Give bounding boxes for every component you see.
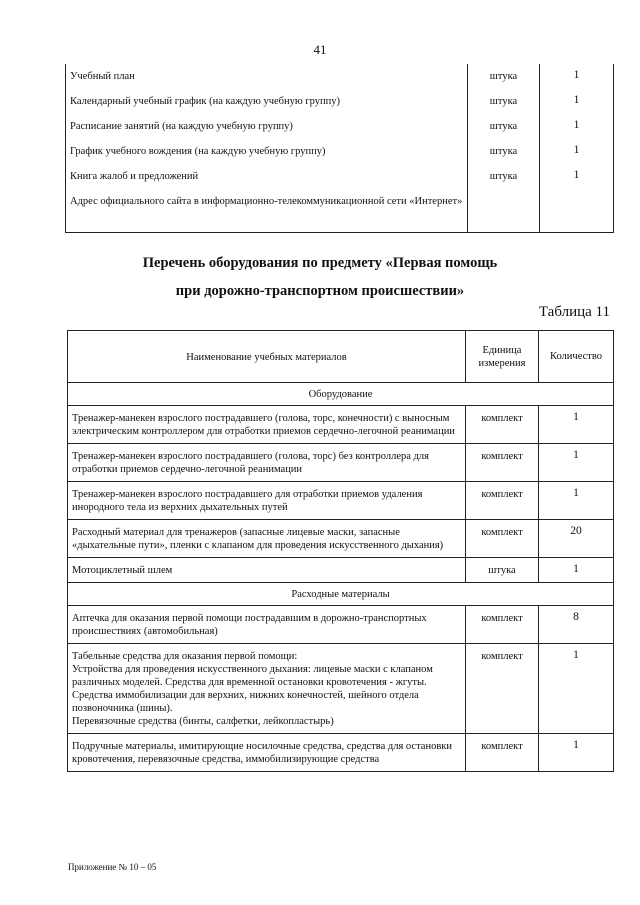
section-label: Расходные материалы [68, 583, 614, 606]
item-name-line: Средства иммобилизации для верхних, нижних конечностей, шейного отдела позвоночника (шины). [72, 690, 419, 714]
item-unit [468, 189, 540, 232]
item-qty: 1 [540, 64, 614, 89]
header-name: Наименование учебных материалов [68, 331, 466, 383]
item-name: Мотоциклетный шлем [68, 558, 466, 583]
item-name: График учебного вождения (на каждую учебную группу) [66, 139, 468, 164]
item-name-line: Перевязочные средства (бинты, салфетки, лейкопластырь) [72, 716, 334, 727]
item-qty: 1 [540, 164, 614, 189]
table-row [66, 64, 614, 89]
item-qty: 1 [540, 89, 614, 114]
footer-note: Приложение № 10 – 05 [68, 862, 157, 872]
equipment-table [67, 330, 614, 772]
item-unit: комплект [466, 444, 539, 482]
table-row [68, 406, 614, 444]
item-unit: комплект [466, 520, 539, 558]
table-row [68, 520, 614, 558]
item-qty [540, 189, 614, 232]
item-unit: штука [468, 114, 540, 139]
item-unit: штука [468, 64, 540, 89]
table-row [68, 606, 614, 644]
table-row [68, 482, 614, 520]
section-title-line-1: Перечень оборудования по предмету «Первая помощь [142, 255, 498, 271]
item-qty: 1 [540, 114, 614, 139]
item-name: Учебный план [66, 64, 468, 89]
item-unit: штука [466, 558, 539, 583]
item-unit: комплект [466, 606, 539, 644]
table-row [68, 644, 614, 734]
item-name-multiline [68, 644, 466, 734]
item-name: Аптечка для оказания первой помощи пострадавшим в дорожно-транспортных происшествиях (автомобильная) [68, 606, 466, 644]
item-name: Тренажер-манекен взрослого пострадавшего (голова, торс) без контроллера для отработки приемов сердечно-легочной реанимации [68, 444, 466, 482]
item-unit: штука [468, 89, 540, 114]
header-row [68, 331, 614, 383]
item-qty: 8 [539, 606, 614, 644]
item-name: Тренажер-манекен взрослого пострадавшего (голова, торс, конечности) с выносным электрическим контроллером для отработки приемов сердечно-легочной реанимации [68, 406, 466, 444]
item-name: Адрес официального сайта в информационно-телекоммуникационной сети «Интернет» [66, 189, 468, 232]
section-row-equipment [68, 383, 614, 406]
item-unit: комплект [466, 482, 539, 520]
item-qty: 20 [539, 520, 614, 558]
item-qty: 1 [539, 444, 614, 482]
section-title-line-2: при дорожно-транспортном происшествии» [175, 283, 465, 299]
item-unit: штука [468, 164, 540, 189]
item-qty: 1 [540, 139, 614, 164]
table-row [66, 189, 614, 232]
item-qty: 1 [539, 482, 614, 520]
item-name: Календарный учебный график (на каждую учебную группу) [66, 89, 468, 114]
table-row [68, 558, 614, 583]
table-label: Таблица 11 [538, 304, 610, 320]
item-unit: штука [468, 139, 540, 164]
item-unit: комплект [466, 644, 539, 734]
section-row-consumables [68, 583, 614, 606]
item-qty: 1 [539, 406, 614, 444]
item-name: Подручные материалы, имитирующие носилочные средства, средства для остановки кровотечения, перевязочные средства, иммобилизирующие средства [68, 734, 466, 772]
item-name: Расписание занятий (на каждую учебную группу) [66, 114, 468, 139]
page-number: 41 [313, 42, 327, 57]
section-label: Оборудование [68, 383, 614, 406]
table-row [66, 89, 614, 114]
item-qty: 1 [539, 644, 614, 734]
header-qty: Количество [539, 331, 614, 383]
table-row [68, 444, 614, 482]
table-row [66, 114, 614, 139]
item-qty: 1 [539, 558, 614, 583]
table-row [66, 139, 614, 164]
item-name-line: Табельные средства для оказания первой помощи: [72, 651, 298, 662]
item-unit: комплект [466, 406, 539, 444]
item-name: Тренажер-манекен взрослого пострадавшего для отработки приемов удаления инородного тела из верхних дыхательных путей [68, 482, 466, 520]
item-unit: комплект [466, 734, 539, 772]
item-name-line: Устройства для проведения искусственного дыхания: лицевые маски с клапаном различных моделей. Средства для временной остановки кровотечения - жгуты. [72, 664, 433, 688]
table-row [68, 734, 614, 772]
table-row [66, 164, 614, 189]
item-name: Расходный материал для тренажеров (запасные лицевые маски, запасные «дыхательные пути», пленки с клапаном для проведения искусственного дыхания) [68, 520, 466, 558]
item-qty: 1 [539, 734, 614, 772]
item-name: Книга жалоб и предложений [66, 164, 468, 189]
continued-table [65, 64, 614, 233]
header-unit: Единица измерения [466, 331, 539, 383]
